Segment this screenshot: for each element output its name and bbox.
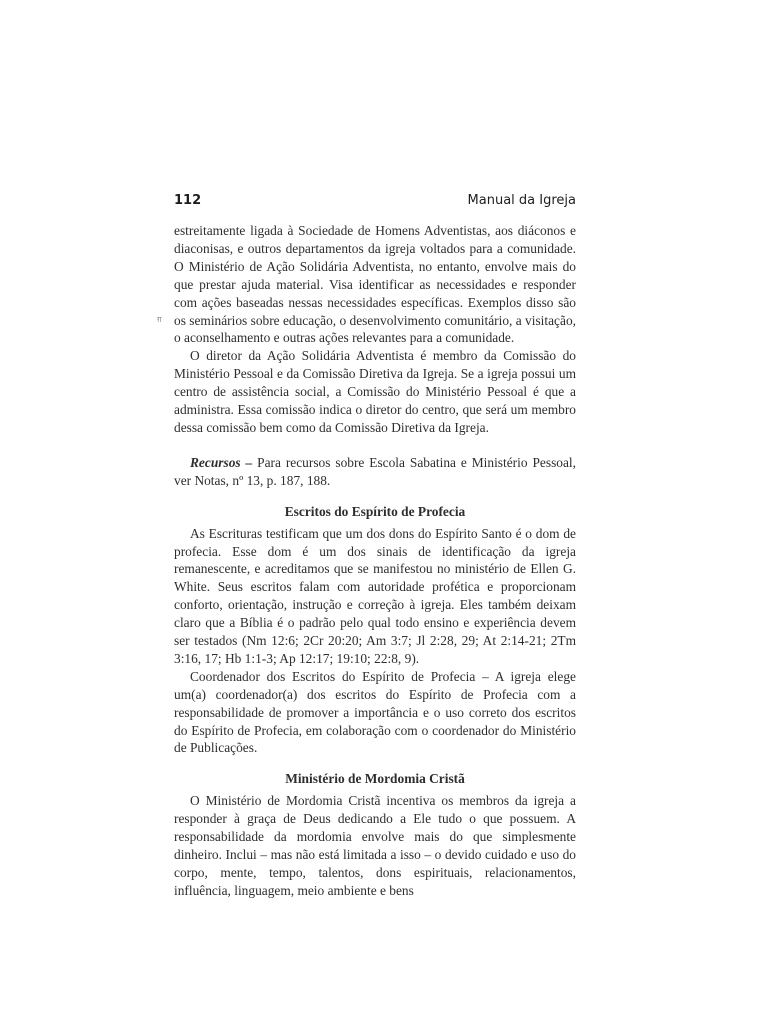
paragraph-director: O diretor da Ação Solidária Adventista é membro da Comissão do Ministério Pessoal e da Comissão Diretiva da Igreja. Se a igreja possui um centro de assistência social, a Comissão do Ministério Pessoal é que a administra. Essa comissão indica o diretor do centro, que será um membro dessa comissão bem como da Comissão Diretiva da Igreja. — [174, 348, 576, 435]
margin-mark: ग़ — [157, 315, 162, 324]
paragraph-scriptures: As Escrituras testificam que um dos dons do Espírito Santo é o dom de profecia. Esse dom é um dos sinais de identificação da igreja remanescente, e acreditamos que se manifestou no ministério de Ellen G. White. Seus escritos falam com autoridade profética e proporcionam conforto, orientação, instrução e correção à igreja. Eles também deixam claro que a Bíblia é o padrão pelo qual todo ensino e experiência devem ser testados (Nm 12:6; 2Cr 20:20; Am 3:7; Jl 2:28, 29; At 2:14-21; 2Tm 3:16, 17; Hb 1:1-3; Ap 12:17; 19:10; 22:8, 9). — [174, 525, 576, 666]
page-number: 112 — [174, 193, 202, 208]
resources-text: Para recursos sobre Escola Sabatina e Ministério Pessoal, ver Notas, nº 13, p. 187, 188. — [174, 454, 576, 488]
body-text — [174, 222, 576, 900]
paragraph-coordinator: Coordenador dos Escritos do Espírito de Profecia – A igreja elege um(a) coordenador(a) dos escritos do Espírito de Profecia com a responsabilidade de promover a importância e o uso correto dos escritos do Espírito de Profecia, em colaboração com o coordenador do Ministério de Publicações. — [174, 668, 576, 756]
resources-note — [174, 454, 576, 490]
resources-label: Recursos – — [190, 454, 253, 470]
paragraph-continuation: estreitamente ligada à Sociedade de Homens Adventistas, aos diáconos e diaconisas, e outros departamentos da igreja voltados para a comunidade. O Ministério de Ação Solidária Adventista, no entanto, envolve mais do que prestar ajuda material. Visa identificar as necessidades e responder com ações baseadas nessas necessidades específicas. Exemplos disso são os seminários sobre educação, o desenvolvimento comunitário, a visitação, o aconselhamento e outras ações relevantes para a comunidade. — [174, 223, 576, 346]
paragraph-stewardship: O Ministério de Mordomia Cristã incentiva os membros da igreja a responder à graça de Deus dedicando a Ele tudo o que possuem. A responsabilidade da mordomia envolve mais do que simplesmente dinheiro. Inclui – mas não está limitada a isso – o devido cuidado e uso do corpo, mente, tempo, talentos, dons espirituais, relacionamentos, influência, linguagem, meio ambiente e bens — [174, 793, 576, 898]
paragraph-spacer — [174, 437, 576, 454]
section-heading-spirit-of-prophecy: Escritos do Espírito de Profecia — [284, 503, 466, 519]
section-heading-stewardship: Ministério de Mordomia Cristã — [285, 771, 465, 787]
running-title: Manual da Igreja — [467, 193, 576, 208]
page-header — [174, 193, 576, 217]
